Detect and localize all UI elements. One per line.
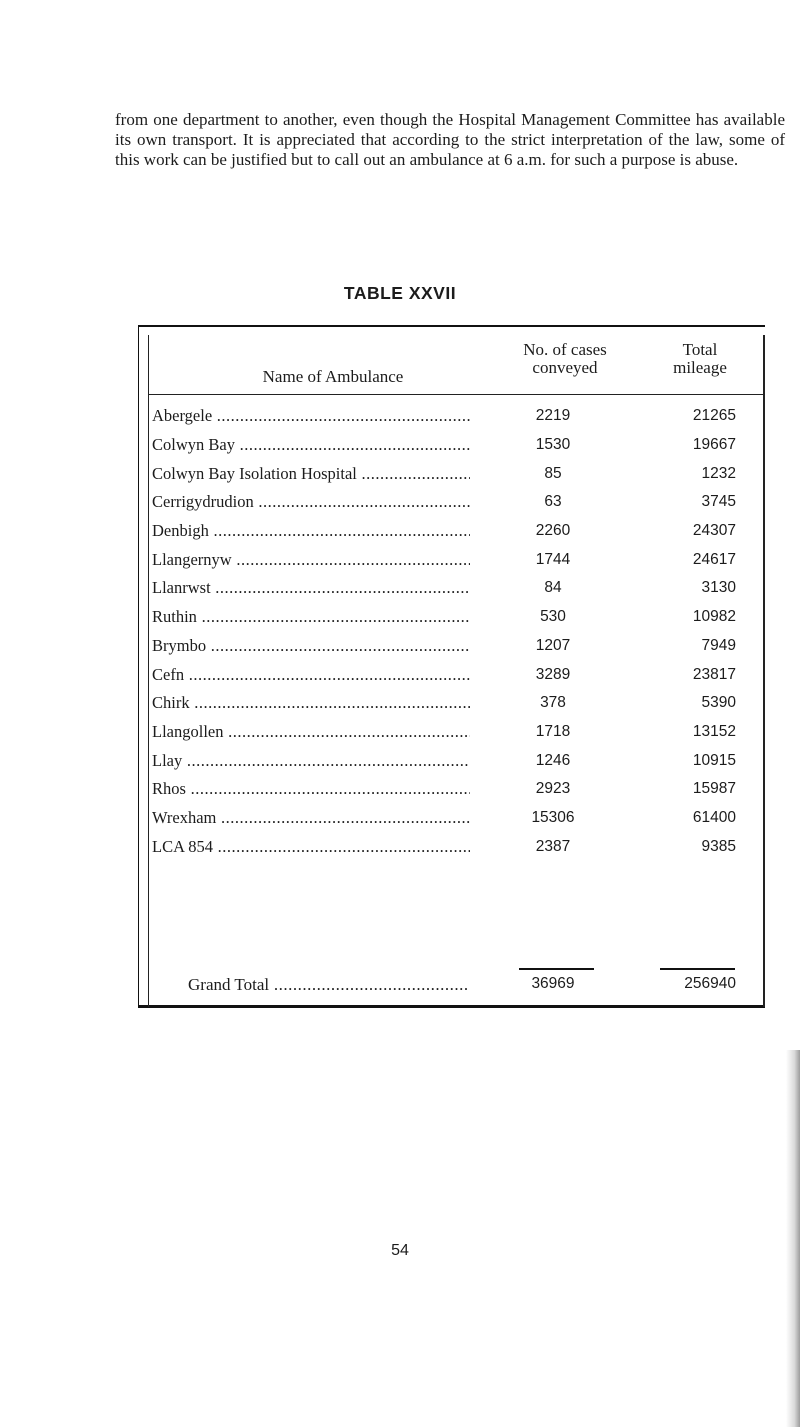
cases-conveyed: 84 [544,579,562,597]
cases-conveyed: 15306 [531,808,575,826]
table-row [148,488,764,517]
cases-conveyed: 2923 [535,780,571,798]
table-row [148,775,764,804]
scan-shadow-edge [786,1050,800,1427]
table-row [148,459,764,488]
header-cases-line1: No. of cases [523,340,607,359]
ambulance-name: Chirk ..... [148,693,470,713]
total-mileage: 3745 [701,493,736,511]
cases-conveyed: 2260 [535,522,571,540]
table-row [148,746,764,775]
total-mileage: 13152 [692,722,736,740]
cases-conveyed: 378 [540,694,566,712]
total-mileage: 10915 [692,751,736,769]
ambulance-name: Colwyn Bay Isolation Hospital ..... [148,464,470,484]
total-mileage: 24617 [692,550,736,568]
table-row [148,402,764,431]
cases-conveyed: 530 [540,608,566,626]
total-mileage: 19667 [692,436,736,454]
ambulance-name: Llanrwst ..... [148,578,470,598]
ambulance-name: Rhos ..... [148,779,470,799]
table-row [148,689,764,718]
table-row [148,632,764,661]
total-mileage-rule [660,968,735,970]
total-mileage: 24307 [692,522,736,540]
ambulance-name: Colwyn Bay ..... [148,435,470,455]
total-mileage: 3130 [701,579,736,597]
cases-conveyed: 1718 [535,722,571,740]
table-row [148,718,764,747]
ambulance-name: Cefn ..... [148,665,470,685]
total-mileage: 61400 [692,808,736,826]
header-total-mileage [640,341,760,377]
intro-paragraph: from one department to another, even though the Hospital Management Committee has available its own transport. It is appreciated that according to the strict interpretation of the law, some of this work can be justified but to call out an ambulance at 6 a.m. for such a purpose is abuse. [115,110,785,169]
ambulance-name: Wrexham ..... [148,808,470,828]
grand-total-mileage: 256940 [684,975,736,992]
cases-conveyed: 3289 [535,665,571,683]
total-mileage: 23817 [692,665,736,683]
header-cases-conveyed [505,341,625,377]
total-mileage: 10982 [692,608,736,626]
cases-conveyed: 1530 [535,436,571,454]
table-title: TABLE XXVII [343,283,457,303]
table-row [148,832,764,861]
table-row [148,545,764,574]
table-row [148,431,764,460]
cases-conveyed: 85 [544,464,562,482]
ambulance-name: Llangernyw ..... [148,550,470,570]
header-name-of-ambulance: Name of Ambulance [262,367,404,386]
header-mileage-line1: Total [682,340,718,359]
ambulance-name: Llangollen ..... [148,722,470,742]
table-row [148,517,764,546]
total-cases-rule [519,968,594,970]
total-mileage: 15987 [692,780,736,798]
table-row [148,660,764,689]
header-mileage-line2: mileage [673,358,727,377]
ambulance-name: Ruthin ..... [148,607,470,627]
total-mileage: 5390 [701,694,736,712]
page-number: 54 [391,1242,409,1259]
table-row [148,804,764,833]
grand-total-row [148,975,764,1003]
total-mileage: 21265 [692,407,736,425]
table-body [148,402,764,861]
cases-conveyed: 2219 [535,407,571,425]
table-row [148,574,764,603]
header-rule [148,394,764,395]
total-mileage: 1232 [701,464,736,482]
cases-conveyed: 1744 [535,550,571,568]
header-cases-line2: conveyed [532,358,598,377]
grand-total-label: Grand Total ..... [188,975,468,995]
total-mileage: 9385 [701,837,736,855]
table-row [148,603,764,632]
cases-conveyed: 63 [544,493,562,511]
ambulance-name: Denbigh ..... [148,521,470,541]
ambulance-name: Cerrigydrudion ..... [148,492,470,512]
cases-conveyed: 1207 [535,636,571,654]
ambulance-name: Llay ..... [148,751,470,771]
ambulance-name: Abergele ..... [148,406,470,426]
ambulance-name: Brymbo ..... [148,636,470,656]
grand-total-cases: 36969 [531,975,575,992]
total-mileage: 7949 [701,636,736,654]
cases-conveyed: 1246 [535,751,571,769]
ambulance-name: LCA 854 ..... [148,837,470,857]
cases-conveyed: 2387 [535,837,571,855]
